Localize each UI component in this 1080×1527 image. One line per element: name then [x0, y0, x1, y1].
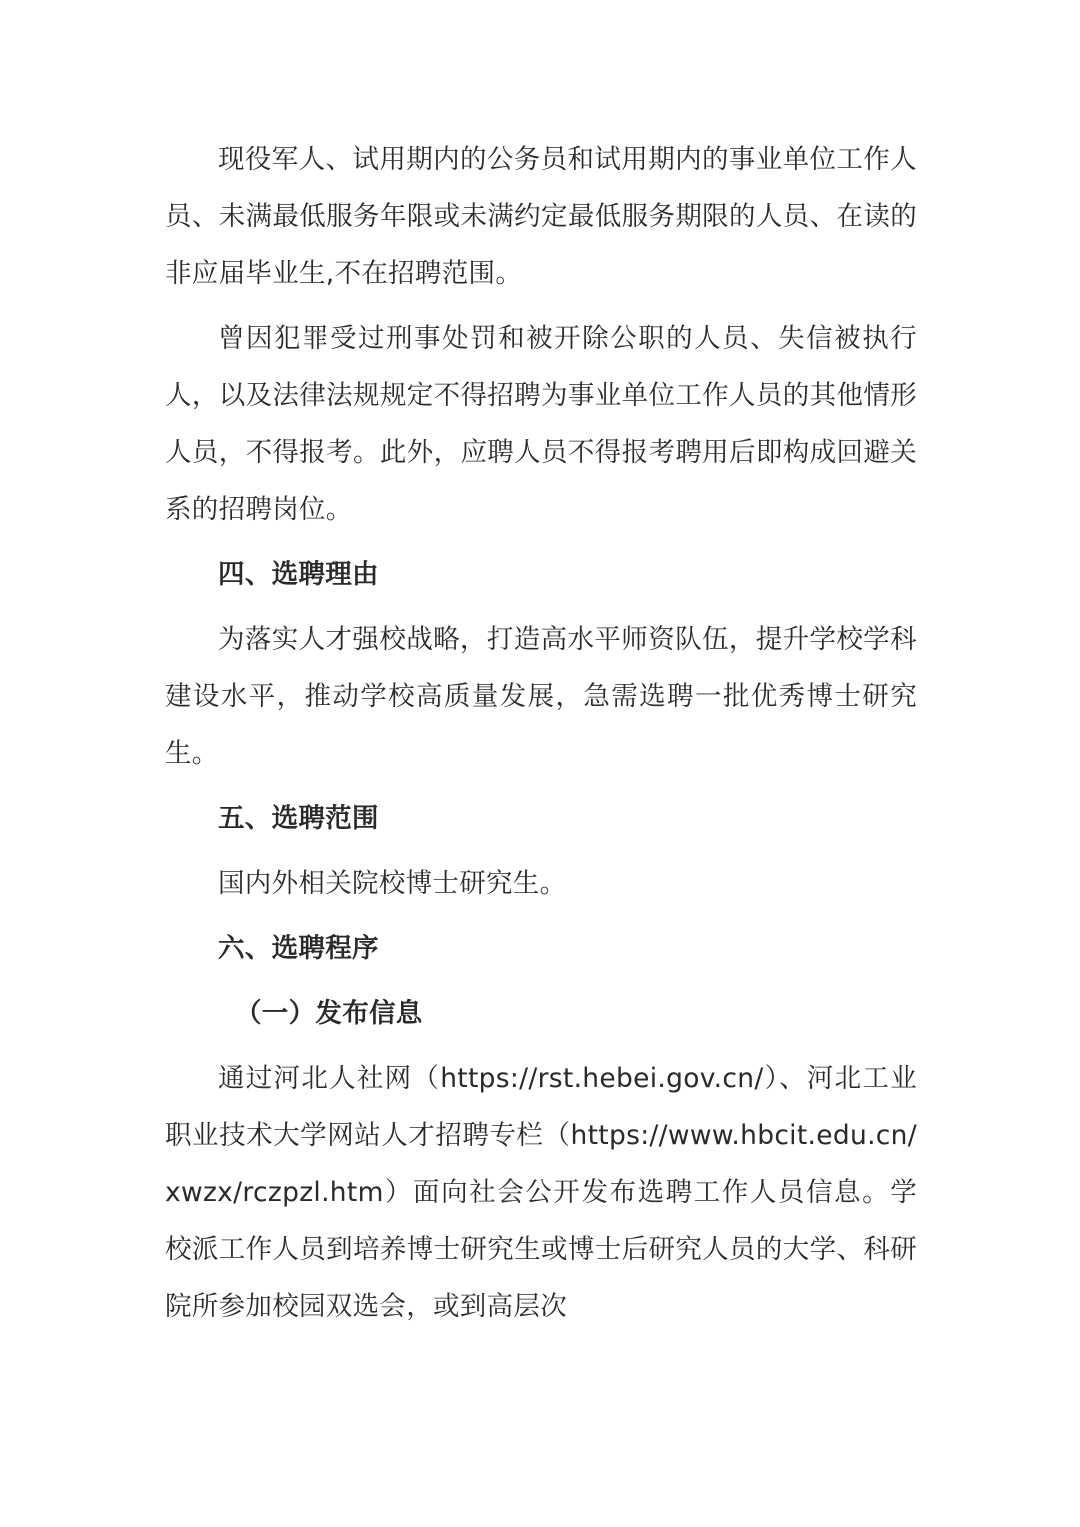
paragraph-selection-reason: 为落实人才强校战略，打造高水平师资队伍，提升学校学科建设水平，推动学校高质量发展，急需选聘一批优秀博士研究生。 — [165, 624, 917, 769]
document-body — [165, 131, 917, 1343]
section-heading-selection-reason: 四、选聘理由 — [218, 559, 379, 590]
paragraph-selection-scope: 国内外相关院校博士研究生。 — [218, 868, 567, 899]
paragraph-ineligible-persons: 现役军人、试用期内的公务员和试用期内的事业单位工作人员、未满最低服务年限或未满约定最低服务期限的人员、在读的非应届毕业生,不在招聘范围。 — [165, 144, 917, 289]
paragraph-disqualified-persons: 曾因犯罪受过刑事处罚和被开除公职的人员、失信被执行人，以及法律法规规定不得招聘为事业单位工作人员的其他情形人员，不得报考。此外，应聘人员不得报考聘用后即构成回避关系的招聘岗位。 — [165, 323, 917, 525]
subsection-heading-publish-info: （一）发布信息 — [235, 998, 423, 1029]
section-heading-selection-procedure: 六、选聘程序 — [218, 933, 379, 964]
paragraph-publish-info: 通过河北人社网（https://rst.hebei.gov.cn/）、河北工业职业技术大学网站人才招聘专栏（https://www.hbcit.edu.cn/xwzx/rczpzl.htm）面向社会公开发布选聘工作人员信息。学校派工作人员到培养博士研究生或博士后研究人员的大学、科研院所参加校园双选会，或到高层次 — [165, 1063, 917, 1322]
section-heading-selection-scope: 五、选聘范围 — [218, 803, 379, 834]
